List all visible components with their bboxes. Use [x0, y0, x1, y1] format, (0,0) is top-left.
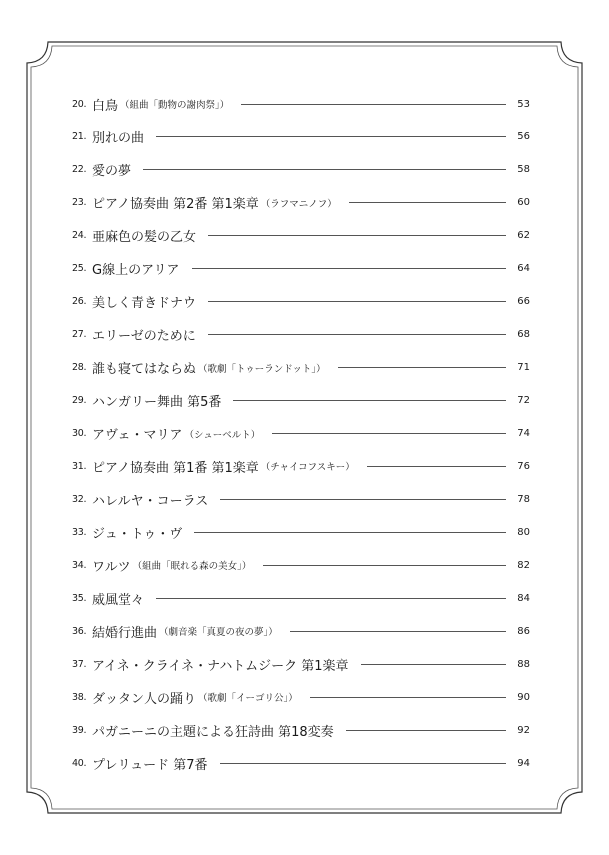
toc-entry	[72, 192, 530, 214]
entry-page-number: 68	[517, 329, 530, 341]
leader-line	[263, 565, 506, 566]
entry-number: 26.	[72, 296, 87, 308]
entry-page-number: 71	[517, 362, 530, 374]
entry-number: 32.	[72, 493, 87, 505]
leader-line	[143, 169, 506, 170]
entry-number: 38.	[72, 691, 87, 703]
entry-title: ハレルヤ・コーラス	[92, 493, 209, 509]
entry-title: パガニーニの主題による狂詩曲 第18変奏	[92, 724, 334, 740]
leader-line	[156, 598, 506, 599]
toc-entry	[72, 423, 530, 445]
entry-page-number: 76	[517, 460, 530, 472]
entry-number: 29.	[72, 395, 87, 407]
toc-entry	[72, 291, 530, 313]
toc-entry	[72, 653, 530, 675]
leader-line	[208, 235, 506, 236]
toc-entry	[72, 258, 530, 280]
entry-number: 23.	[72, 197, 87, 209]
leader-line	[346, 730, 506, 731]
entry-number: 28.	[72, 362, 87, 374]
leader-line	[220, 763, 507, 764]
entry-number: 40.	[72, 757, 87, 769]
entry-number: 22.	[72, 164, 87, 176]
entry-subtitle: （シューベルト）	[184, 429, 261, 441]
entry-page-number: 92	[517, 724, 530, 736]
toc-entry	[72, 126, 530, 148]
entry-title: G線上のアリア	[92, 263, 180, 279]
entry-page-number: 72	[517, 395, 530, 407]
entry-title: ダッタン人の踊り	[92, 691, 197, 707]
entry-page-number: 66	[517, 296, 530, 308]
entry-number: 25.	[72, 263, 87, 275]
toc-entry	[72, 554, 530, 576]
entry-page-number: 64	[517, 263, 530, 275]
entry-page-number: 58	[517, 164, 530, 176]
entry-number: 35.	[72, 592, 87, 604]
entry-title: 亜麻色の髪の乙女	[92, 230, 197, 246]
leader-line	[361, 664, 506, 665]
entry-subtitle: （歌劇「トゥーランドット」）	[198, 363, 326, 375]
toc-entry	[72, 225, 530, 247]
entry-subtitle: （歌劇「イーゴリ公」）	[198, 693, 298, 705]
entry-number: 21.	[72, 131, 87, 143]
leader-line	[272, 433, 506, 434]
entry-subtitle: （チャイコフスキー）	[260, 462, 355, 474]
entry-title: 愛の夢	[92, 164, 132, 180]
toc-entry	[72, 390, 530, 412]
leader-line	[194, 532, 506, 533]
leader-line	[208, 334, 506, 335]
entry-subtitle: （組曲「動物の謝肉祭」）	[120, 100, 230, 111]
entry-subtitle: （ラフマニノフ）	[260, 198, 337, 210]
entry-title: 威風堂々	[92, 592, 145, 608]
entry-number: 20.	[72, 98, 87, 110]
toc-entry	[72, 752, 530, 774]
toc-entry	[72, 159, 530, 181]
entry-subtitle: （組曲「眠れる森の美女」）	[132, 561, 252, 573]
entry-title: プレリュード 第7番	[92, 757, 208, 773]
entry-title: ピアノ協奏曲 第2番 第1楽章	[92, 197, 259, 213]
entry-page-number: 60	[517, 197, 530, 209]
entry-page-number: 90	[517, 691, 530, 703]
entry-title: エリーゼのために	[92, 329, 196, 345]
entry-number: 39.	[72, 724, 87, 736]
entry-title: 白鳥	[92, 98, 119, 114]
entry-title: ピアノ協奏曲 第1番 第1楽章	[92, 460, 259, 476]
toc-entry	[72, 719, 530, 741]
toc-entry	[72, 488, 530, 510]
leader-line	[367, 466, 506, 467]
entry-number: 36.	[72, 625, 87, 637]
entry-page-number: 74	[517, 428, 530, 439]
toc-entry	[72, 686, 530, 708]
leader-line	[208, 301, 506, 302]
entry-page-number: 56	[517, 131, 530, 143]
entry-title: 結婚行進曲	[92, 625, 158, 641]
entry-page-number: 78	[517, 493, 530, 505]
leader-line	[241, 104, 506, 105]
leader-line	[290, 631, 506, 632]
entry-title: ジュ・トゥ・ヴ	[92, 526, 183, 542]
entry-page-number: 80	[517, 526, 530, 538]
leader-line	[349, 202, 506, 203]
entry-subtitle: （劇音楽「真夏の夜の夢」）	[159, 627, 278, 639]
entry-page-number: 82	[517, 559, 530, 571]
entry-title: 美しく青きドナウ	[92, 296, 197, 312]
entry-number: 24.	[72, 230, 87, 242]
entry-title: ハンガリー舞曲 第5番	[92, 395, 222, 411]
leader-line	[156, 136, 506, 137]
leader-line	[338, 367, 506, 368]
toc-entry	[72, 521, 530, 543]
toc-entry	[72, 620, 530, 642]
entry-number: 30.	[72, 428, 87, 439]
entry-page-number: 88	[517, 658, 530, 670]
leader-line	[233, 400, 506, 401]
entry-number: 31.	[72, 460, 87, 472]
entry-number: 37.	[72, 658, 87, 670]
entry-page-number: 94	[517, 757, 530, 769]
leader-line	[220, 499, 506, 500]
entry-number: 33.	[72, 526, 87, 538]
entry-number: 27.	[72, 329, 87, 341]
entry-title: 別れの曲	[92, 131, 145, 147]
entry-page-number: 86	[517, 625, 530, 637]
entry-number: 34.	[72, 559, 87, 571]
entry-title: アヴェ・マリア	[92, 428, 183, 443]
toc-entry	[72, 93, 530, 115]
entry-page-number: 84	[517, 592, 530, 604]
toc-entry	[72, 455, 530, 477]
leader-line	[192, 268, 506, 269]
entry-title: ワルツ	[92, 559, 131, 575]
toc-entry	[72, 324, 530, 346]
toc-entry	[72, 357, 530, 379]
entry-page-number: 53	[517, 98, 530, 110]
entry-page-number: 62	[517, 230, 530, 242]
toc-entry	[72, 587, 530, 609]
leader-line	[310, 697, 506, 698]
entry-title: アイネ・クライネ・ナハトムジーク 第1楽章	[92, 658, 349, 674]
entry-title: 誰も寝てはならぬ	[92, 362, 197, 378]
